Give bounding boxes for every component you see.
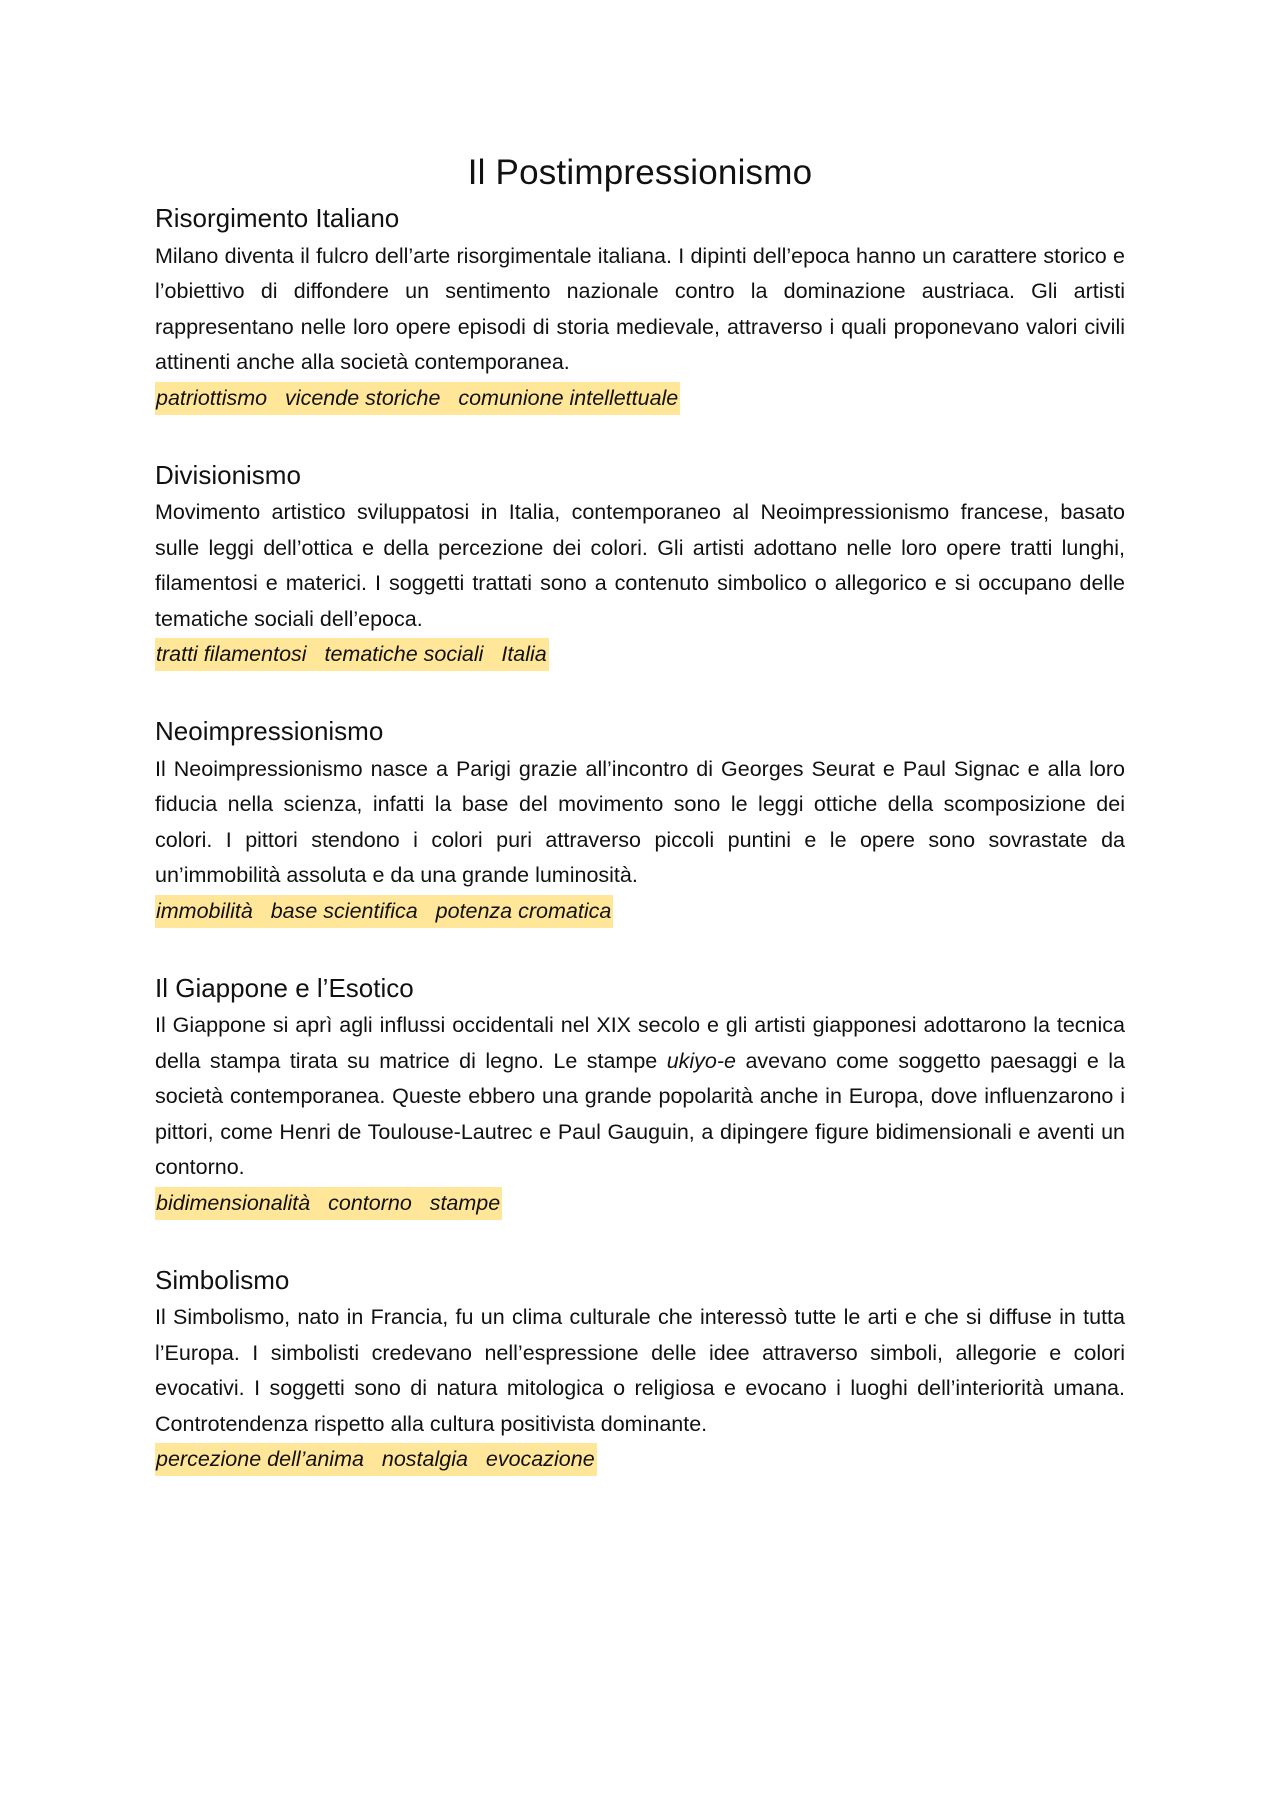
section-title: Simbolismo	[155, 1264, 290, 1295]
section	[155, 972, 1125, 1220]
document-content	[155, 152, 1125, 1520]
keyword: contorno	[328, 1190, 412, 1215]
section	[155, 202, 1125, 415]
keyword: vicende storiche	[285, 385, 441, 410]
body-text: Il Giappone si aprì agli influssi occidentali nel XIX secolo e gli artisti giapponesi adottarono la tecnica della stampa tirata su matrice di legno. Le stampe	[155, 1013, 1125, 1073]
body-text: Il Neoimpressionismo nasce a Parigi grazie all’incontro di Georges Seurat e Paul Signac e alla loro fiducia nella scienza, infatti la base del movimento sono le leggi ottiche della scomposizione dei colori. I pittori stendono i colori puri attraverso piccoli puntini e le opere sono sovrastate da un’immobilità assoluta e da una grande luminosità.	[155, 756, 1125, 887]
body-text: Movimento artistico sviluppatosi in Italia, contemporaneo al Neoimpressionismo francese, basato sulle leggi dell’ottica e della percezione dei colori. Gli artisti adottano nelle loro opere tratti lunghi, filamentosi e materici. I soggetti trattati sono a contenuto simbolico o allegorico e si occupano delle tematiche sociali dell’epoca.	[155, 500, 1125, 631]
section	[155, 459, 1125, 672]
keyword: tratti filamentosi	[156, 642, 307, 666]
section-body	[155, 1008, 1125, 1186]
section-body	[155, 495, 1125, 637]
keyword: stampe	[429, 1190, 501, 1215]
section-title: Neoimpressionismo	[155, 716, 384, 746]
keywords-highlight	[155, 382, 680, 415]
body-text: Il Simbolismo, nato in Francia, fu un clima culturale che interessò tutte le arti e che si diffuse in tutta l’Europa. I simbolisti credevano nell’espressione delle idee attraverso simboli, allegorie e colori evocativi. I soggetti sono di natura mitologica o religiosa e evocano i luoghi dell’interiorità umana. Controtendenza rispetto alla cultura positivista dominante.	[155, 1305, 1125, 1436]
document-title: Il Postimpressionismo	[467, 153, 813, 192]
keyword: nostalgia	[381, 1447, 468, 1471]
keyword: Italia	[501, 642, 547, 666]
body-text: Milano diventa il fulcro dell’arte risorgimentale italiana. I dipinti dell’epoca hanno un carattere storico e l’obiettivo di diffondere un sentimento nazionale contro la dominazione austriaca. Gli artisti rappresentano nelle loro opere episodi di storia medievale, attraverso i quali proponevano valori civili attinenti anche alla società contemporanea.	[155, 243, 1125, 374]
keywords-highlight	[155, 638, 549, 671]
keyword: immobilità	[156, 898, 253, 923]
keyword: tematiche sociali	[324, 642, 484, 666]
section-title: Divisionismo	[155, 459, 301, 490]
keyword: comunione intellettuale	[458, 385, 679, 410]
keyword: potenza cromatica	[435, 898, 612, 923]
keywords-highlight	[155, 1443, 597, 1476]
sections-container	[155, 202, 1125, 1476]
section-body	[155, 1300, 1125, 1442]
italic-term: ukiyo-e	[666, 1048, 736, 1073]
keywords-highlight	[155, 895, 613, 928]
section-title: Il Giappone e l’Esotico	[155, 972, 414, 1003]
section-body	[155, 239, 1125, 381]
section	[155, 715, 1125, 928]
keyword: bidimensionalità	[156, 1190, 311, 1215]
keywords-highlight	[155, 1187, 502, 1220]
section	[155, 1264, 1125, 1477]
body-text: avevano come soggetto paesaggi e la società contemporanea. Queste ebbero una grande popolarità anche in Europa, dove influenzarono i pittori, come Henri de Toulouse-Lautrec e Paul Gauguin, a dipingere figure bidimensionali e aventi un contorno.	[155, 1048, 1125, 1179]
section-title: Risorgimento Italiano	[155, 203, 400, 233]
keyword: evocazione	[485, 1447, 595, 1471]
keyword: base scientifica	[270, 898, 418, 923]
section-body	[155, 752, 1125, 894]
keyword: percezione dell’anima	[156, 1447, 364, 1471]
keyword: patriottismo	[156, 385, 268, 410]
